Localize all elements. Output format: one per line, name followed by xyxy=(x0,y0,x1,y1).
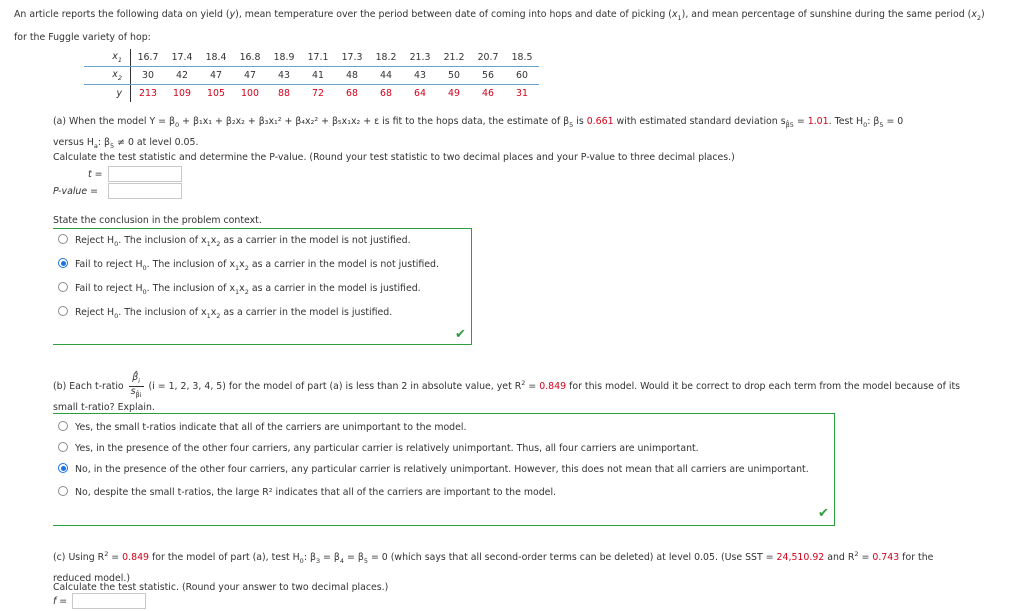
table-cell: 50 xyxy=(437,67,471,85)
table-cell: 88 xyxy=(278,88,290,99)
option-b-3[interactable]: No, in the presence of the other four carriers, any particular carrier is relatively unimportant. However, this does not mean that all carriers are unimportant. xyxy=(58,463,809,477)
intro-text: ), mean temperature over the period between date of coming into hops and date of picking ( xyxy=(235,9,672,20)
problem-intro xyxy=(14,5,1019,47)
sst-value: 24,510.92 xyxy=(776,552,825,564)
radio-button[interactable] xyxy=(58,442,68,452)
radio-button[interactable] xyxy=(58,282,68,292)
row-label-x2: $x_2$ xyxy=(84,67,131,85)
table-row-x2 xyxy=(84,67,539,85)
radio-button-selected[interactable] xyxy=(58,463,68,473)
table-cell: 213 xyxy=(139,88,157,99)
t-label: t = xyxy=(88,169,103,180)
hops-data-table xyxy=(84,49,539,102)
part-a-question: (a) When the model $Y = \beta_0 + \beta_1x_1 + \beta_2x_2 + \beta_3x_1^2 + \beta_4x_2^2 + \beta_5x_1x_2 + \varepsilon$ is fit to the hops data, the estimate of $\beta_5$ is 0.661 with estimated standard deviation $s_{\betâ5} = 1.01$. Test $H_0$: $\beta_5 = 0$ versus $H_a$: $\beta_5 \ne 0$ at level 0.05. xyxy=(53,116,904,150)
intro-text: ), and mean percentage of sunshine during the same period ( xyxy=(681,9,972,20)
r2-value: 0.849 xyxy=(539,380,567,392)
table-cell: 68 xyxy=(380,88,392,99)
p-value-label: P-value = xyxy=(53,186,98,197)
table-cell: 100 xyxy=(241,88,259,99)
table-cell: 18.2 xyxy=(369,49,403,67)
part-c-instruction: Calculate the test statistic. (Round your answer to two decimal places.) xyxy=(53,582,389,593)
table-cell: 41 xyxy=(301,67,335,85)
table-cell: 18.5 xyxy=(505,49,539,67)
table-cell: 17.1 xyxy=(301,49,335,67)
row-label-y: y xyxy=(84,85,131,103)
conclusion-prompt: State the conclusion in the problem context. xyxy=(53,215,262,226)
table-cell: 47 xyxy=(199,67,233,85)
intro-text: ) xyxy=(981,9,985,20)
option-fail-reject-not-justified[interactable]: Fail to reject $H_0$. The inclusion of $x_1x_2$ as a carrier in the model is not justified. xyxy=(58,258,439,272)
p-value-input[interactable] xyxy=(108,183,182,199)
intro-text: An article reports the following data on yield ( xyxy=(14,9,230,20)
r2-value: 0.849 xyxy=(122,552,149,564)
table-cell: 46 xyxy=(482,88,494,99)
table-cell: 47 xyxy=(233,67,267,85)
radio-button[interactable] xyxy=(58,486,68,496)
table-cell: 43 xyxy=(403,67,437,85)
table-cell: 20.7 xyxy=(471,49,505,67)
option-b-1[interactable]: Yes, the small t-ratios indicate that all of the carriers are unimportant to the model. xyxy=(58,421,467,435)
table-cell: 16.7 xyxy=(131,49,166,67)
table-row-y xyxy=(84,85,539,103)
option-b-2[interactable]: Yes, in the presence of the other four carriers, any particular carrier is relatively unimportant. Thus, all four carriers are unimportant. xyxy=(58,442,699,456)
table-cell: 68 xyxy=(346,88,358,99)
option-reject-not-justified[interactable]: Reject $H_0$. The inclusion of $x_1x_2$ as a carrier in the model is not justified. xyxy=(58,234,411,248)
table-cell: 18.9 xyxy=(267,49,301,67)
f-label: f = xyxy=(53,596,68,607)
table-cell: 48 xyxy=(335,67,369,85)
table-cell: 56 xyxy=(471,67,505,85)
row-label-x1: $x_1$ xyxy=(84,49,131,67)
table-cell: 30 xyxy=(131,67,166,85)
table-cell: 31 xyxy=(516,88,528,99)
r2-reduced-value: 0.743 xyxy=(872,552,900,564)
table-cell: 17.3 xyxy=(335,49,369,67)
table-cell: 42 xyxy=(165,67,199,85)
table-cell: 21.3 xyxy=(403,49,437,67)
radio-button-selected[interactable] xyxy=(58,258,68,268)
table-cell: 44 xyxy=(369,67,403,85)
x2-symbol: x xyxy=(971,9,977,20)
table-cell: 16.8 xyxy=(233,49,267,67)
table-cell: 49 xyxy=(448,88,460,99)
beta5-estimate: 0.661 xyxy=(586,116,614,127)
table-cell: 21.2 xyxy=(437,49,471,67)
table-cell: 105 xyxy=(207,88,225,99)
table-cell: 64 xyxy=(414,88,426,99)
part-a-instruction: Calculate the test statistic and determine the P-value. (Round your test statistic to two decimal places and your P-value to three decimal places.) xyxy=(53,152,735,163)
x1-subscript: 1 xyxy=(677,13,682,22)
intro-text: for the Fuggle variety of hop: xyxy=(14,31,151,43)
table-cell: 60 xyxy=(505,67,539,85)
radio-button[interactable] xyxy=(58,234,68,244)
t-statistic-input[interactable] xyxy=(108,166,182,182)
t-ratio-fraction: $\frac{\betâ_i}{s_{\betâi}}$ xyxy=(130,372,142,399)
option-fail-reject-justified[interactable]: Fail to reject $H_0$. The inclusion of $x_1x_2$ as a carrier in the model is justified. xyxy=(58,282,421,296)
table-cell: 109 xyxy=(173,88,191,99)
table-cell: 17.4 xyxy=(165,49,199,67)
radio-button[interactable] xyxy=(58,421,68,431)
part-b-line2: small t-ratio? Explain. xyxy=(53,402,155,413)
table-row-x1 xyxy=(84,49,539,67)
table-cell: 18.4 xyxy=(199,49,233,67)
radio-button[interactable] xyxy=(58,306,68,316)
table-cell: 72 xyxy=(312,88,324,99)
option-reject-justified[interactable]: Reject $H_0$. The inclusion of $x_1x_2$ as a carrier in the model is justified. xyxy=(58,306,392,320)
y-symbol: y xyxy=(229,9,236,20)
sd-value: 1.01 xyxy=(807,116,829,127)
option-b-4[interactable]: No, despite the small t-ratios, the large R² indicates that all of the carriers are important to the model. xyxy=(58,486,556,500)
part-c-question: (c) Using $R^2 = 0.849$ for the model of part (a), test $H_0$: $\beta_3 = \beta_4 = \beta_5 = 0$ (which says that all second-order terms can be deleted) at level 0.05. (Use SST = 24,510.92 and $R^2 = 0.743$ for the reduced model.) xyxy=(53,550,934,584)
x2-subscript: 2 xyxy=(976,13,982,22)
f-statistic-input[interactable] xyxy=(72,593,146,609)
correct-check-icon: ✔ xyxy=(818,506,829,521)
x1-symbol: x xyxy=(671,9,678,20)
table-cell: 43 xyxy=(267,67,301,85)
correct-check-icon: ✔ xyxy=(455,327,466,342)
part-b-question: (b) Each t-ratio $\frac{\betâ_i}{s_{\betâi}} (i = 1$, 2, 3, 4, 5) for the model of part (a) is less than 2 in absolute value, yet $R^2 = 0.849$ for this model. Would it be correct to drop each term from the model because of its xyxy=(53,372,961,399)
